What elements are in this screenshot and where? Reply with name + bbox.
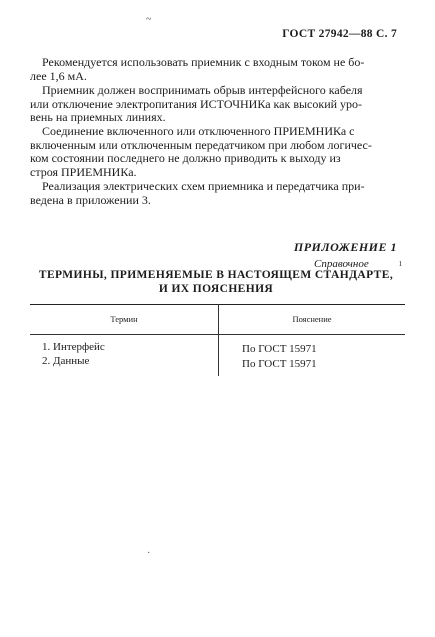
terms-section-title xyxy=(30,268,402,296)
appendix-title: ПРИЛОЖЕНИЕ 1 xyxy=(293,240,397,254)
table-row-1-explanation: По ГОСТ 15971 xyxy=(242,343,317,355)
paragraph-line: включенным или отключенным передатчиком при любом логичес- xyxy=(30,137,372,152)
table-row-1-term: 1. Интерфейс xyxy=(42,341,105,353)
paragraph-4 xyxy=(30,180,402,207)
terms-title-line-1: ТЕРМИНЫ, ПРИМЕНЯЕМЫЕ В НАСТОЯЩЕМ СТАНДАРТЕ, xyxy=(38,269,394,281)
paragraph-line: Реализация электрических схем приемника и передатчика при- xyxy=(42,179,365,193)
terms-table xyxy=(30,304,405,376)
paragraph-line: или отключение электропитания ИСТОЧНИКа как высокий уро- xyxy=(30,96,363,111)
terms-title-line-2: И ИХ ПОЯСНЕНИЯ xyxy=(158,283,274,295)
paragraph-line: ведена в приложении 3. xyxy=(30,192,151,207)
paragraph-line: Соединение включенного или отключенного ПРИЕМНИКа с xyxy=(42,124,355,138)
margin-mark: ı xyxy=(399,258,402,269)
table-row-2-explanation: По ГОСТ 15971 xyxy=(242,358,317,370)
paragraph-1 xyxy=(30,56,402,83)
paragraph-line: ком состоянии последнего не должно приводить к выходу из xyxy=(30,151,341,165)
paragraph-2 xyxy=(30,84,402,125)
paragraph-line: Приемник должен воспринимать обрыв интерфейсного кабеля xyxy=(42,83,363,97)
paragraph-line: строя ПРИЕМНИКа. xyxy=(30,164,137,179)
appendix-subtitle: Справочное xyxy=(314,258,369,270)
paragraph-line: вень на приемных линиях. xyxy=(30,110,166,124)
stray-dot: · xyxy=(147,548,151,559)
page-header: ГОСТ 27942—88 С. 7 xyxy=(282,28,397,40)
paragraph-line: лее 1,6 мА. xyxy=(30,68,87,83)
paragraph-3 xyxy=(30,125,402,179)
stray-mark: ~ xyxy=(146,14,152,25)
column-header-term: Термин xyxy=(110,314,138,324)
paragraph-line: Рекомендуется использовать приемник с входным током не бо- xyxy=(42,55,365,69)
table-row-2-term: 2. Данные xyxy=(42,355,90,367)
column-header-explanation: Пояснение xyxy=(292,314,332,324)
